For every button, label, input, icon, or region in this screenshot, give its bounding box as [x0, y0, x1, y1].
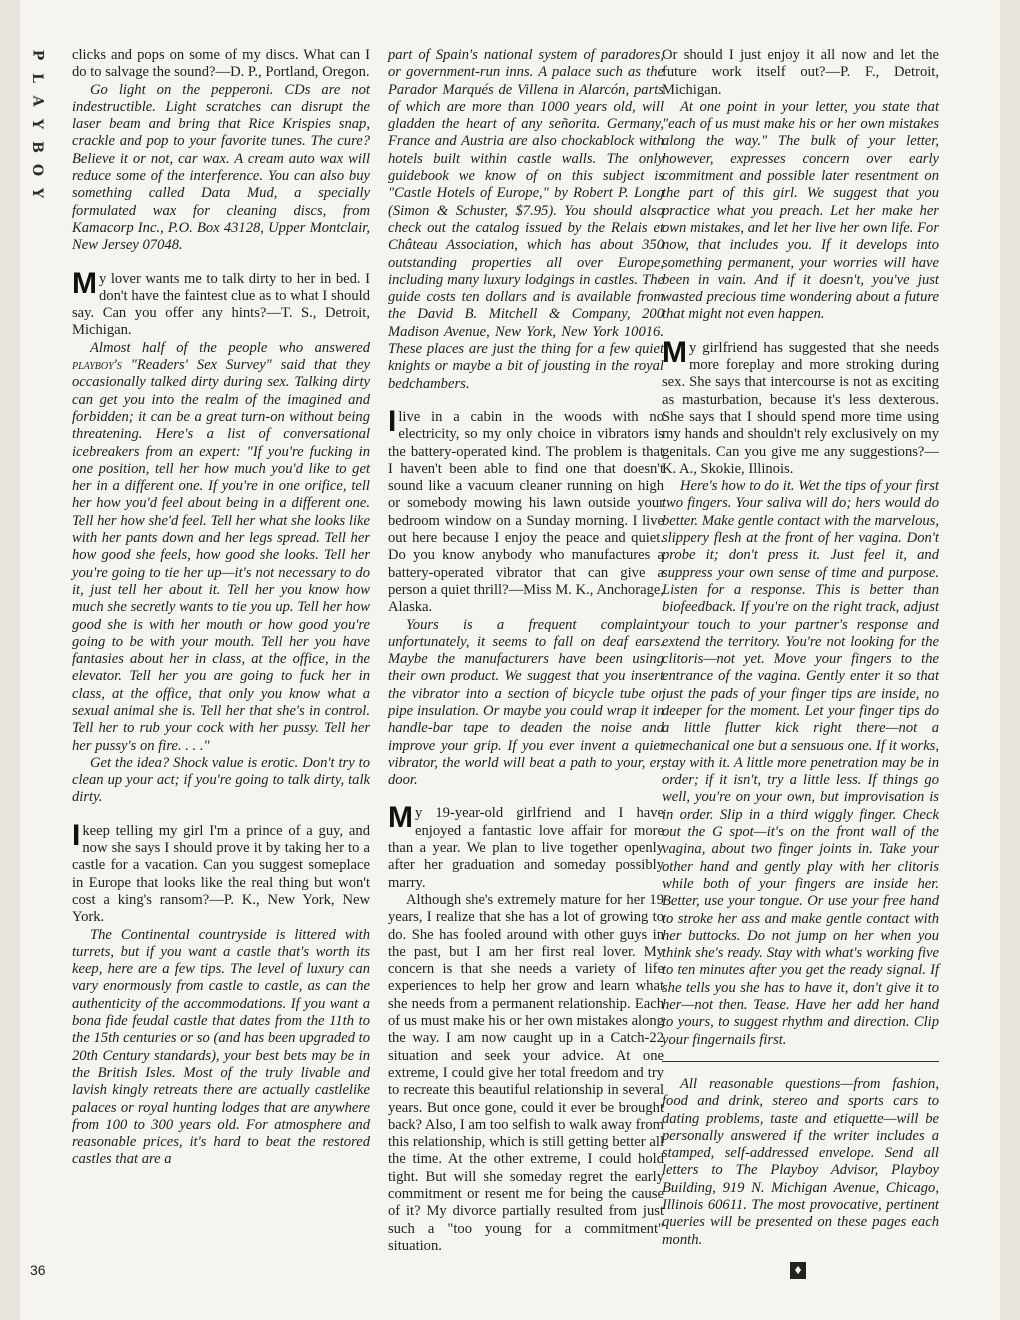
question-paragraph — [72, 818, 370, 927]
magazine-name-vertical — [24, 48, 50, 200]
drop-cap: M — [72, 266, 97, 300]
drop-cap: M — [388, 801, 413, 835]
answer-text: Get the idea? Shock value is erotic. Don't try to clean up your act; if you're going to talk dirty, talk dirty. — [72, 754, 370, 806]
answer-text: Almost half of the people who answered — [90, 339, 370, 356]
brand-letter: B — [29, 141, 45, 153]
brand-letter: L — [29, 73, 45, 83]
answer-paragraph — [72, 340, 370, 755]
column-1 — [72, 47, 370, 1169]
drop-cap: I — [388, 404, 397, 438]
question-text: Or should I just enjoy it all now and let the future work itself out?—P. F., Detroit, Michigan. — [662, 47, 939, 98]
question-text: Although she's extremely mature for her 19 years, I realize that she has a lot of growing to do. She has fooled around with other guys in the past, but I am her first real lover. My concern is that she needs a variety of life experiences to help her grow and learn what she needs from a permanent relationship. Each of us must make his or her own mistakes along the way. I am now caught up in a Catch-22 situation and seek your advice. At one extreme, I could give her total freedom and try to recreate this beautiful relationship in several years. But once gone, could it ever be brought back? Also, I am too selfish to walk away from this relationship, which is still getting better all the time. At the other extreme, I could hold tight. But will she someday regret the early commitment or resent me for being the cause of it? My divorce partially resulted from just such a "too young for a commitment" situation. — [388, 891, 664, 1254]
answer-text: At one point in your letter, you state that "each of us must make his or her own mistakes along the way." The bulk of your letter, however, expresses concern over early commitment and possible later resentment on the part of this girl. We suggest that you practice what you preach. Let her make her own mistakes, and let her live her own life. For now, that includes you. If it develops into something permanent, your worries will have been in vain. And if it doesn't, you've just wasted precious time wondering about a future that might not even happen. — [662, 98, 939, 323]
brand-letter: P — [29, 49, 45, 61]
answer-text: part of Spain's national system of paradores, or government-run inns. A palace such as the Parador Marqués de Villena in Alarcón, parts of which are more than 1000 years old, will gladden the heart of any señorita. Germany, France and Austria are also chockablock with hotels built within castle walls. The only guidebook we know of on this subject is "Castle Hotels of Europe," by Robert P. Long (Simon & Schuster, $7.95). You should also check out the catalog issued by the Relais et Château Association, which has about 350 outstanding properties all over Europe, including many luxury lodgings in castles. The guide costs ten dollars and is available from the David B. Mitchell & Company, 200 Madison Avenue, New York, New York 10016. These places are just the thing for a few quiet knights or maybe a bit of jousting in the royal bedchambers. — [388, 47, 664, 392]
question-text: live in a cabin in the woods with no electricity, so my only choice in vibrators is the battery-operated kind. The problem is that I haven't been able to find one that doesn't sound like a vacuum cleaner running on high or somebody mowing his lawn outside your bedroom window on a Sunday morning. I live out here because I enjoy the peace and quiet. Do you know anybody who manufactures a battery-operated vibrator that can give a person a quiet thrill?—Miss M. K., Anchorage, Alaska. — [388, 408, 664, 616]
brand-letter: Y — [29, 188, 45, 198]
answer-text: Go light on the pepperoni. CDs are not indestructible. Light scratches can disrupt the laser beam and bring that Rice Krispies snap, crackle and pop to your favorite tunes. The cure? Believe it or not, car wax. A cream auto wax will reduce some of the interference. You can also buy something called Data Mud, a specially formulated wax for cleaning discs, from Kamacorp Inc., P.O. Box 43128, Upper Montclair, New Jersey 07048. — [72, 81, 370, 254]
magazine-page — [20, 0, 1000, 1320]
question-text: y girlfriend has suggested that she needs more foreplay and more stroking during sex. She says that intercourse is not as exciting as masturbation, because it's less dexterous. She says that I should spend more time using my hands and shouldn't rely exclusively on my genitals. Can you give me any suggestions?—K. A., Skokie, Illinois. — [662, 339, 939, 477]
question-paragraph — [72, 266, 370, 340]
answer-text: The Continental countryside is littered with turrets, but if you want a castle that's worth its keep, here are a few tips. The level of luxury can vary enormously from castle to castle, as can the authenticity of the accommodations. If you want a bona fide feudal castle that dates from the 11th to the 15th centuries or so (and has been upgraded to 20th Century standards), your best bets may be in the British Isles. Most of the truly livable and lavish kingly retreats there are actually castlelike palaces or royal hunting lodges that are anywhere from 100 to 300 years old. For atmosphere and reasonable prices, it's hard to beat the restored castles that are a — [72, 926, 370, 1168]
brand-letter: O — [28, 163, 45, 177]
footer-divider — [662, 1061, 939, 1062]
brand-letter: A — [29, 95, 45, 107]
question-paragraph — [388, 801, 664, 891]
column-2 — [388, 47, 664, 1255]
question-text: y lover wants me to talk dirty to her in bed. I don't have the faintest clue as to what I should say. Can you offer any hints?—T. S., Detroit, Michigan. — [72, 270, 370, 339]
drop-cap: I — [72, 818, 81, 852]
answer-text: "Readers' Sex Survey" said that they occasionally talked dirty during sex. Talking dirty can get you into the realm of the imagined and forbidden; it can be a great turn-on without being threatening. Here's a list of conversational icebreakers from an expert: "If you're fucking in one position, tell her how much you'd like to get her in a different one. If you're in one orifice, tell her how you'd feel about being in a different one. Tell her how she'd feel. Tell her what she looks like with her pants down and her legs spread. Tell her how good she feels, how good she looks. Tell her you're going to tie her up—it's not necessary to do it, just tell her about it. Tell her you know how much she secretly wants to tie you up. Tell her how good she is with her mouth or how good you're going to be with your mouth. Tell her you have fantasies about her in class, at the office, in the elevator. Tell her you are going to fuck her in class, at the office, that only you know what a sexual animal she is. Tell her that she's in control. Tell her to rub your cock with her pussy. Tell her her pussy's on fire. . . ." — [72, 357, 370, 754]
question-paragraph — [388, 404, 664, 617]
question-text: clicks and pops on some of my discs. What can I do to salvage the sound?—D. P., Portland, Oregon. — [72, 47, 370, 81]
question-text: keep telling my girl I'm a prince of a guy, and now she says I should prove it by taking her to a castle for a vacation. Can you suggest someplace in Europe that looks like the real thing but won't cost a king's ransom?—P. K., New York, New York. — [72, 822, 370, 926]
answer-text: Here's how to do it. Wet the tips of your first two fingers. Your saliva will do; hers would do better. Make gentle contact with the marvelous, slippery flesh at the front of her vagina. Don't probe it; don't press it. Just feel it, and suppress your own sense of time and purpose. Listen for a response. This is better than biofeedback. If you're on the right track, adjust your touch to your partner's response and extend the territory. You're not looking for the clitoris—not yet. Move your fingers to the entrance of the vagina. Gently enter it so that just the pads of your finger tips are inside, no deeper for the moment. Let your finger tips do a little flutter kick right there—not a mechanical one but a sensuous one. If it works, stay with it. A little more penetration may be in order; if it isn't, try a little less. If things go well, you're on your own, but improvisation is in order. Slip in a third wiggly finger. Check out the G spot—it's on the front wall of the vagina, about two finger joints in. Take your other hand and gently play with her clitoris while both of your fingers are inside her. Better, use your tongue. Or use your free hand to stroke her ass and make gentle contact with her buttocks. Do not jump on her when you think she's ready. Stay with what's working five to ten minutes after you get the ready signal. If she tells you she has to have it, don't give it to her—not then. Tease. Have her add her hand to yours, to suggest rhythm and direction. Clip your fingernails first. — [662, 478, 939, 1048]
submission-note: All reasonable questions—from fashion, food and drink, stereo and sports cars to dating problems, taste and etiquette—will be personally answered if the writer includes a stamped, self-addressed envelope. Send all letters to The Playboy Advisor, Playboy Building, 919 N. Michigan Avenue, Chicago, Illinois 60611. The most provocative, pertinent queries will be presented on these pages each month. — [662, 1075, 939, 1248]
rabbit-logo-icon: ♦ — [790, 1262, 806, 1279]
drop-cap: M — [662, 335, 687, 369]
question-paragraph — [662, 335, 939, 478]
publication-name: playboy's — [72, 357, 122, 374]
question-text: y 19-year-old girlfriend and I have enjoyed a fantastic love affair for more than a year. We plan to live together openly after her graduation and someday possibly marry. — [388, 805, 664, 891]
brand-letter: Y — [29, 119, 45, 129]
column-3 — [662, 47, 939, 1249]
answer-text: Yours is a frequent complaint; unfortunately, it seems to fall on deaf ears. Maybe the manufacturers have been using their own product. We suggest that you insert the vibrator into a section of bicycle tube or pipe insulation. Or maybe you could wrap it in handle-bar tape to deaden the noise and improve your grip. If you ever invent a quiet vibrator, the world will beat a path to your, er, door. — [388, 616, 664, 789]
page-number: 36 — [30, 1262, 46, 1278]
